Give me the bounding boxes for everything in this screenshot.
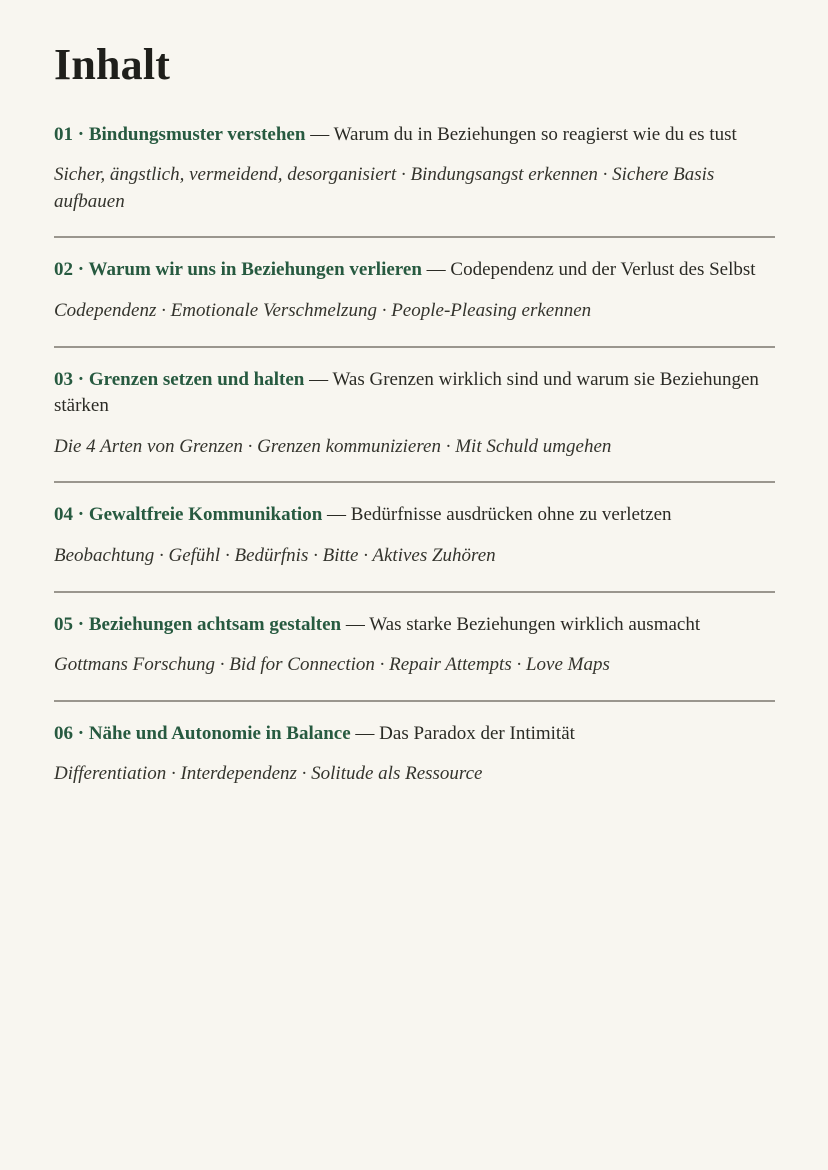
chapter-subtitle: — Bedürfnisse ausdrücken ohne zu verletzen	[327, 504, 672, 526]
chapter-link[interactable]: 01 · Bindungsmuster verstehen	[54, 123, 306, 145]
chapter-keywords: Sicher, ängstlich, vermeidend, desorganisiert · Bindungsangst erkennen · Sichere Basis aufbauen	[54, 164, 715, 212]
divider	[54, 346, 775, 348]
toc-entry	[54, 367, 775, 484]
chapter-link[interactable]: 06 · Nähe und Autonomie in Balance	[54, 722, 351, 744]
chapter-link[interactable]: 05 · Beziehungen achtsam gestalten	[54, 613, 342, 635]
chapter-subtitle: — Warum du in Beziehungen so reagierst wie du es tust	[310, 123, 737, 145]
chapter-heading	[54, 257, 775, 284]
divider	[54, 236, 775, 238]
chapter-heading	[54, 612, 775, 639]
divider	[54, 591, 775, 593]
toc-entry	[54, 502, 775, 592]
chapter-link[interactable]: 04 · Gewaltfreie Kommunikation	[54, 504, 323, 526]
chapter-heading	[54, 367, 775, 420]
toc-entry	[54, 122, 775, 239]
chapter-link[interactable]: 02 · Warum wir uns in Beziehungen verlieren	[54, 259, 422, 281]
chapter-keywords: Beobachtung · Gefühl · Bedürfnis · Bitte · Aktives Zuhören	[54, 544, 496, 566]
chapter-keywords: Gottmans Forschung · Bid for Connection · Repair Attempts · Love Maps	[54, 654, 610, 676]
toc-entry	[54, 721, 775, 788]
chapter-keywords: Codependenz · Emotionale Verschmelzung · People-Pleasing erkennen	[54, 299, 592, 321]
chapter-link[interactable]: 03 · Grenzen setzen und halten	[54, 368, 305, 390]
chapter-subtitle: — Das Paradox der Intimität	[355, 722, 575, 744]
chapter-subtitle: — Was starke Beziehungen wirklich ausmacht	[345, 613, 701, 635]
chapter-keywords: Differentiation · Interdependenz · Solitude als Ressource	[54, 763, 483, 785]
chapter-heading	[54, 502, 775, 529]
toc-entry	[54, 612, 775, 702]
chapter-subtitle: — Codependenz und der Verlust des Selbst	[426, 259, 756, 281]
divider	[54, 700, 775, 702]
chapter-subtitle: — Was Grenzen wirklich sind und warum sie Beziehungen stärken	[54, 368, 759, 417]
page-title: Inhalt	[54, 40, 171, 89]
toc-entry	[54, 257, 775, 347]
chapter-keywords: Die 4 Arten von Grenzen · Grenzen kommunizieren · Mit Schuld umgehen	[54, 435, 612, 457]
chapter-heading	[54, 122, 775, 149]
divider	[54, 481, 775, 483]
chapter-heading	[54, 721, 775, 748]
